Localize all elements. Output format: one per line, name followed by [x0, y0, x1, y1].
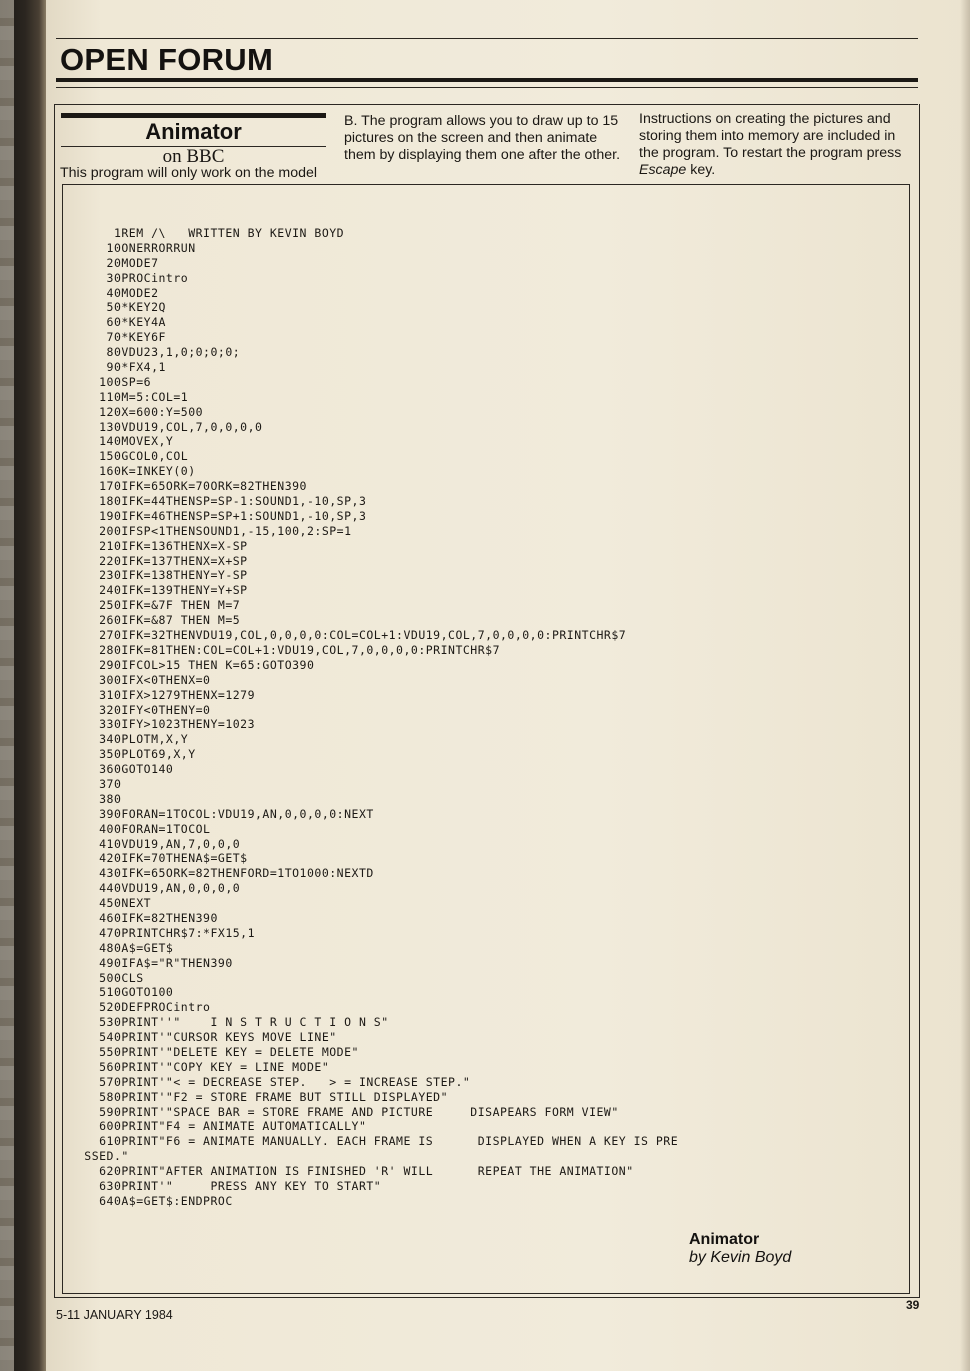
code-line: 20MODE7	[62, 255, 159, 270]
section-title: OPEN FORUM	[60, 42, 274, 77]
code-line: 140MOVEX,Y	[62, 434, 174, 449]
page-edge-shadow	[960, 0, 970, 1371]
code-line: 80VDU23,1,0;0;0;0;	[62, 345, 241, 360]
code-line: 370	[62, 776, 122, 791]
intro-column-3-text: Instructions on creating the pictures and storing them into memory are included in the program. To restart the program press	[639, 111, 902, 161]
code-line: 60*KEY4A	[62, 315, 166, 330]
code-line: 110M=5:COL=1	[62, 389, 189, 404]
code-line: 290IFCOL>15 THEN K=65:GOTO390	[62, 657, 315, 672]
intro-column-3	[639, 111, 913, 179]
code-line: 590PRINT'"SPACE BAR = STORE FRAME AND PICTURE DISAPEARS FORM VIEW"	[62, 1104, 619, 1119]
code-line: 220IFK=137THENX=X+SP	[62, 553, 248, 568]
code-line: 120X=600:Y=500	[62, 404, 204, 419]
code-line: 130VDU19,COL,7,0,0,0,0	[62, 419, 263, 434]
code-line: 580PRINT'"F2 = STORE FRAME BUT STILL DISPLAYED"	[62, 1089, 449, 1104]
code-line: 150GCOL0,COL	[62, 449, 189, 464]
code-line: 360GOTO140	[62, 762, 174, 777]
code-line: 300IFX<0THENX=0	[62, 672, 211, 687]
credit-byline: by Kevin Boyd	[689, 1249, 792, 1266]
code-line: 190IFK=46THENSP=SP+1:SOUND1,-10,SP,3	[62, 508, 367, 523]
code-line: 160K=INKEY(0)	[62, 464, 196, 479]
code-line: 270IFK=32THENVDU19,COL,0,0,0,0:COL=COL+1:VDU19,COL,7,0,0,0,0:PRINTCHR$7	[62, 628, 627, 643]
code-line: 210IFK=136THENX=X-SP	[62, 538, 248, 553]
code-line: 400FORAN=1TOCOL	[62, 821, 211, 836]
header-rule-top	[56, 38, 918, 39]
code-line: 10ONERRORRUN	[62, 240, 196, 255]
issue-date: 5-11 JANUARY 1984	[56, 1308, 173, 1322]
code-line: 390FORAN=1TOCOL:VDU19,AN,0,0,0,0:NEXT	[62, 806, 374, 821]
code-line: 40MODE2	[62, 285, 159, 300]
code-line: 340PLOTM,X,Y	[62, 732, 189, 747]
code-line: 100SP=6	[62, 374, 152, 389]
code-line: 280IFK=81THEN:COL=COL+1:VDU19,COL,7,0,0,0,0:PRINTCHR$7	[62, 642, 500, 657]
code-line: 520DEFPROCintro	[62, 1000, 211, 1015]
code-line: 30PROCintro	[62, 270, 189, 285]
code-line: 610PRINT"F6 = ANIMATE MANUALLY. EACH FRAME IS DISPLAYED WHEN A KEY IS PRE	[62, 1134, 679, 1149]
code-line: 410VDU19,AN,7,0,0,0	[62, 836, 241, 851]
code-line: 50*KEY2Q	[62, 300, 166, 315]
code-line: 540PRINT'"CURSOR KEYS MOVE LINE"	[62, 1030, 337, 1045]
code-line: 70*KEY6F	[62, 330, 166, 345]
code-line: 510GOTO100	[62, 985, 174, 1000]
code-line: 250IFK=&7F THEN M=7	[62, 598, 241, 613]
code-line: 570PRINT'"< = DECREASE STEP. > = INCREASE STEP."	[62, 1074, 471, 1089]
code-line: 440VDU19,AN,0,0,0,0	[62, 881, 241, 896]
code-line: 630PRINT'" PRESS ANY KEY TO START"	[62, 1179, 382, 1193]
code-line: 170IFK=65ORK=70ORK=82THEN390	[62, 479, 307, 494]
code-line: 600PRINT"F4 = ANIMATE AUTOMATICALLY"	[62, 1119, 367, 1134]
header-rule-thick	[56, 78, 918, 82]
escape-key-label: Escape	[639, 162, 687, 178]
code-line: 350PLOT69,X,Y	[62, 747, 196, 762]
code-line: 230IFK=138THENY=Y-SP	[62, 568, 248, 583]
code-line: 620PRINT"AFTER ANIMATION IS FINISHED 'R' WILL REPEAT THE ANIMATION"	[62, 1164, 634, 1179]
code-line: 460IFK=82THEN390	[62, 910, 218, 925]
code-line: 480A$=GET$	[62, 940, 174, 955]
code-line: 200IFSP<1THENSOUND1,-15,100,2:SP=1	[62, 523, 352, 538]
title-bar	[61, 113, 326, 118]
code-line: 530PRINT''" I N S T R U C T I O N S"	[62, 1015, 389, 1030]
program-subtitle: on BBC	[162, 146, 225, 167]
code-line: 240IFK=139THENY=Y+SP	[62, 583, 248, 598]
code-line: 640A$=GET$:ENDPROC	[62, 1193, 233, 1208]
code-line: 500CLS	[62, 970, 144, 985]
code-line: 320IFY<0THENY=0	[62, 702, 211, 717]
code-line: 450NEXT	[62, 896, 152, 911]
code-line: 1REM /\ WRITTEN BY KEVIN BOYD	[62, 226, 345, 240]
intro-column-1: This program will only work on the model	[60, 165, 318, 181]
code-line: 420IFK=70THENA$=GET$	[62, 851, 248, 866]
code-line: 90*FX4,1	[62, 360, 166, 375]
intro-column-2: B. The program allows you to draw up to 15 pictures on the screen and then animate them by displaying them one after the other.	[344, 113, 621, 163]
code-line: 430IFK=65ORK=82THENFORD=1TO1000:NEXTD	[62, 866, 374, 881]
binding-edge	[0, 0, 14, 1371]
credit-title: Animator	[689, 1231, 760, 1248]
page-number: 39	[906, 1298, 920, 1312]
code-line: 550PRINT'"DELETE KEY = DELETE MODE"	[62, 1044, 359, 1059]
code-line: 560PRINT'"COPY KEY = LINE MODE"	[62, 1059, 330, 1074]
code-line: 180IFK=44THENSP=SP-1:SOUND1,-10,SP,3	[62, 494, 367, 509]
program-listing	[62, 226, 908, 1209]
code-line: 310IFX>1279THENX=1279	[62, 687, 256, 702]
code-line: SSED."	[62, 1149, 129, 1164]
code-line: 330IFY>1023THENY=1023	[62, 717, 256, 732]
header-rule-thin	[56, 87, 918, 88]
code-line: 490IFA$="R"THEN390	[62, 955, 233, 970]
code-line: 380	[62, 791, 122, 806]
code-line: 470PRINTCHR$7:*FX15,1	[62, 925, 256, 940]
intro-column-3-end: key.	[686, 162, 716, 178]
program-title: Animator	[145, 119, 242, 144]
code-line: 260IFK=&87 THEN M=5	[62, 613, 241, 628]
